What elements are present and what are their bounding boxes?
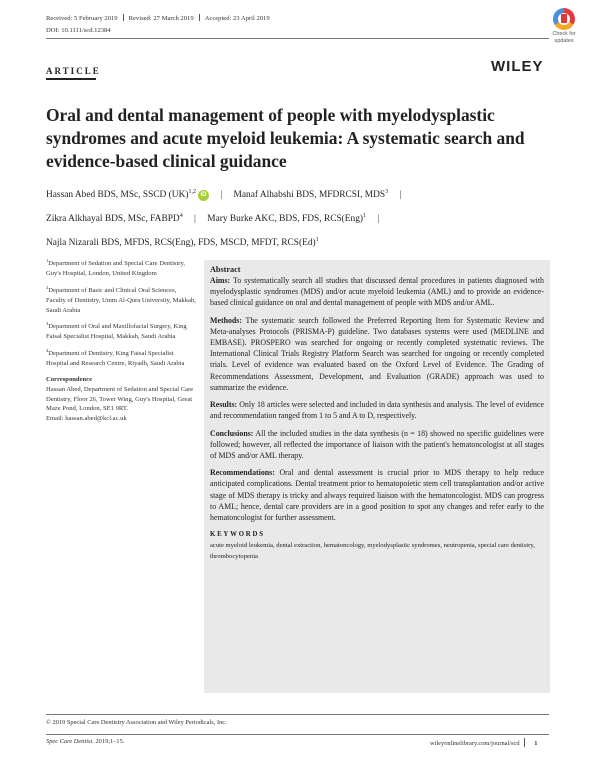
abstract-section-text: To systematically search all studies that discussed dental procedures in patients diagnosed with myelodysplastic syndromes (MDS) and/or acute myeloid leukemia (AML) and to provide an evidence-based clinical guidance on oral and dental management of people with MDS and/or AML. [210, 276, 544, 308]
abstract-section-label: Aims: [210, 276, 231, 286]
journal-name: Spec Care Dentist. [46, 738, 94, 745]
abstract-box [204, 260, 550, 693]
abstract-heading: Abstract [210, 265, 241, 274]
orcid-icon[interactable]: iD [198, 190, 209, 201]
footer-divider-2 [46, 734, 549, 735]
journal-site [430, 738, 537, 747]
author-affiliation-ref: 1 [363, 213, 367, 220]
affiliations-column [46, 256, 196, 424]
article-title: Oral and dental management of people with myelodysplastic syndromes and acute myeloid leukemia: A systematic search and evidence-based clinical guidance [46, 105, 525, 171]
abstract-aims [210, 275, 544, 308]
author-affiliation-ref: 1 [315, 237, 319, 244]
author-affiliation-ref: 1,2 [188, 189, 196, 195]
journal-volume: 2019;1–15. [95, 738, 125, 745]
affiliation-item [46, 283, 196, 316]
abstract-section-text: All the included studies in the data synthesis (n = 18) showed no specific guidelines were followed; however, all reflected the importance of liaison with the patient's hematoncologist at all stages of MDS and/or AML therapy. [210, 428, 544, 460]
abstract-section-label: Methods: [210, 315, 242, 325]
section-label: ARTICLE [46, 66, 101, 76]
author-affiliation-ref: 3 [385, 189, 389, 195]
doi[interactable]: DOI: 10.1111/scd.12384 [46, 27, 111, 34]
affiliation-number: 2 [46, 284, 49, 290]
check-for-updates-badge[interactable] [548, 8, 580, 50]
affiliation-item [46, 256, 196, 279]
bookmark-icon [561, 14, 567, 23]
received-date: Received: 5 February 2019 [46, 15, 118, 22]
keywords-list: acute myeloid leukemia, dental extraction, hematoncology, myelodysplastic syndromes, neutropenia, special care dentistry, thrombocytopenia [210, 542, 535, 560]
abstract-results [210, 399, 544, 421]
abstract-methods [210, 315, 544, 393]
correspondence-title: Correspondence [46, 375, 93, 383]
badge-line-1: Check for [552, 31, 576, 37]
affiliation-number: 4 [46, 348, 49, 354]
abstract-conclusions [210, 428, 544, 461]
abstract-section-label: Conclusions: [210, 428, 254, 438]
section-rule [46, 78, 96, 80]
author-list: Hassan Abed BDS, MSc, SSCD (UK)$^{1,2}$iD | Manaf Alhabshi BDS, MFDRCSI, MDS$^3$ | Zikra Alkhayal BDS, MSc, FABPD$^4$ | Mary Burke AKC, BDS, FDS, RCS(Eng)$^1$ | Najla Nizarali BDS, MFDS, RCS(Eng), FDS, MSCD, MFDT, $RCS(Ed)^1$ [46, 189, 402, 249]
author-name[interactable]: Hassan Abed BDS, MSc, SSCD (UK) [46, 190, 189, 201]
affiliation-text: Department of Sedation and Special Care Dentistry, Guy's Hospital, London, United Kingdom [46, 260, 186, 277]
journal-citation [46, 738, 124, 745]
author-name[interactable]: Mary Burke AKC, BDS, FDS, RCS(Eng) [207, 214, 364, 225]
abstract-section-label: Results: [210, 400, 238, 410]
author-name[interactable]: Zikra Alkhayal BDS, MSc, FABPD [46, 214, 180, 225]
author-affiliation-ref: 4 [179, 213, 183, 220]
affiliation-text: Department of Oral and Maxillofacial Surgery, King Faisal Specialist Hospital, Makkah, Saudi Arabia [46, 323, 187, 341]
page-number: 1 [534, 740, 538, 747]
footer-separator [524, 738, 525, 747]
author-name[interactable]: Manaf Alhabshi BDS, MFDRCSI, MDS [233, 190, 386, 201]
badge-line-2: updates [554, 38, 574, 44]
author-name[interactable]: Najla Nizarali BDS, MFDS, RCS(Eng), FDS, MSCD, MFDT, RCS(Ed) [46, 238, 316, 249]
footer-divider [46, 714, 549, 715]
abstract-section-label: Recommendations: [210, 468, 275, 478]
affiliation-item [46, 346, 196, 369]
article-dates [46, 14, 270, 22]
correspondence-email[interactable]: Email: hassan.abed@kcl.ac.uk [46, 415, 127, 423]
affiliation-item [46, 319, 196, 342]
correspondence-address: Hassan Abed, Department of Sedation and Special Care Dentistry, Floor 26, Tower Wing, Guy's Hospital, Great Maze Pond, London, SE1 9RT. [46, 385, 194, 413]
abstract-section-text: Only 18 articles were selected and included in data synthesis and analysis. The level of evidence and recommendation ranged from 1 to 5 and A to D, respectively. [210, 400, 544, 421]
copyright-notice: © 2019 Special Care Dentistry Association and Wiley Periodicals, Inc. [46, 719, 227, 726]
affiliation-number: 1 [46, 258, 49, 263]
abstract-section-text: Oral and dental assessment is crucial prior to MDS therapy to help reduce anticipated complications. Dental treatment prior to hematopoietic stem cell transplantation and/or active stage of MDS therapy is tricky and always required liaison with the hematoncologist. MDS can progress to AML; hence, dental care providers are in a good position to spot any changes and refer early to the hematoncologist for further assessment. [210, 468, 544, 522]
revised-date: Revised: 27 March 2019 [128, 15, 194, 22]
header-divider [46, 38, 549, 39]
abstract-recommendations [210, 467, 544, 523]
accepted-date: Accepted: 23 April 2019 [204, 15, 270, 22]
abstract-section-text: The systematic search followed the Preferred Reporting Item for Systematic Review and Meta-analyses Protocols (PRISMA-P) guideline. Two databases systems were used (MEDLINE and EMBASE). PROSPERO was searched for ongoing or recently completed systematic reviews. The International Clinical Trials Registry Platform Search was searched for ongoing or recently completed trials. Level of evidence was evaluated based on the Oxford Level of Evidence. The Grading of Recommendations Assessment, Development, and Evaluation (GRADE) approach was used to summarize the evidence. [210, 315, 544, 392]
journal-url[interactable]: wileyonlinelibrary.com/journal/scd [430, 740, 520, 747]
keywords-title: KEYWORDS [210, 531, 265, 539]
publisher-logo[interactable]: WILEY [491, 58, 544, 75]
affiliation-number: 3 [46, 321, 49, 327]
affiliation-text: Department of Dentistry, King Faisal Specialist Hospital and Research Centre, Riyadh, Saudi Arabia [46, 350, 185, 368]
affiliation-text: Department of Basic and Clinical Oral Sciences, Faculty of Dentistry, Umm Al-Qura University, Makkah, Saudi Arabia [46, 286, 196, 314]
